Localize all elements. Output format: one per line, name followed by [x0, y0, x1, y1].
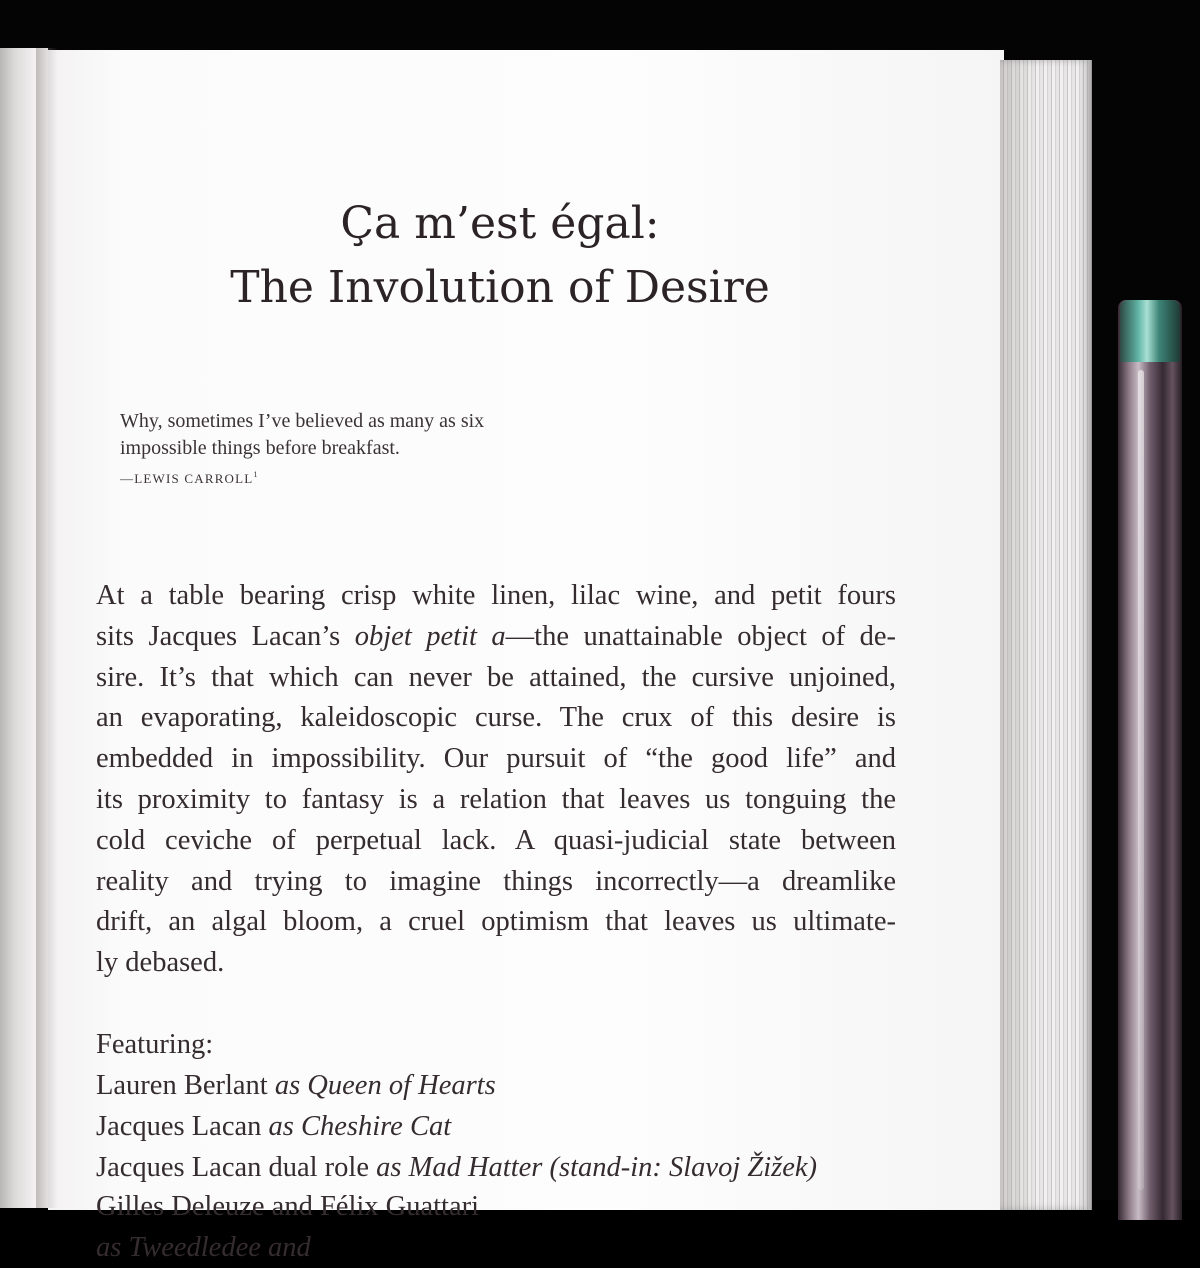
body-line: drift, an algal bloom, a cruel optimism that leaves us ultimate-	[96, 906, 896, 938]
cast-actor: Jacques Lacan dual role	[96, 1152, 377, 1183]
chapter-title-line-2: The Involution of Desire	[230, 262, 770, 313]
cast-role: as Tweedledee and	[96, 1232, 311, 1263]
cast-entry	[96, 1065, 916, 1106]
pen-cap	[1120, 300, 1180, 362]
cast-role: as Cheshire Cat	[268, 1111, 452, 1142]
cast-actor: Gilles Deleuze and Félix Guattari	[96, 1191, 480, 1222]
body-line: At a table bearing crisp white linen, lilac wine, and petit fours	[96, 580, 896, 611]
epigraph	[120, 408, 580, 490]
cast-role: as Mad Hatter (stand-in: Slavoj Žižek)	[376, 1152, 818, 1183]
pen-body	[1118, 300, 1182, 1220]
body-italic-run: objet petit a	[354, 620, 506, 652]
epigraph-line-1: Why, sometimes I’ve believed as many as six	[120, 410, 485, 432]
body-text-run: sits Jacques Lacan’s	[96, 620, 355, 652]
epigraph-attribution	[120, 464, 580, 490]
body-paragraph	[96, 576, 896, 984]
body-line: cold ceviche of perpetual lack. A quasi-judicial state between	[96, 824, 896, 856]
featuring-list	[96, 1024, 916, 1188]
body-text-run: —the unattainable object of de-	[505, 620, 896, 652]
body-line: sire. It’s that which can never be attained, the cursive unjoined,	[96, 661, 896, 693]
body-line: reality and trying to imagine things incorrectly—a dreamlike	[96, 865, 896, 897]
cast-actor: Jacques Lacan	[96, 1111, 269, 1142]
cast-entry	[96, 1106, 916, 1147]
cast-role: as Queen of Hearts	[274, 1070, 496, 1101]
footnote-reference: 1	[253, 470, 258, 479]
body-line: ly debased.	[96, 947, 225, 979]
cut-off-line	[96, 1186, 896, 1263]
body-line	[96, 617, 896, 658]
page-gutter-shadow	[36, 48, 58, 1208]
chapter-title	[120, 192, 880, 320]
attribution-text: —LEWIS CARROLL	[120, 471, 254, 486]
cast-entry	[96, 1147, 916, 1188]
body-line: its proximity to fantasy is a relation that leaves us tonguing the	[96, 783, 896, 815]
body-line: an evaporating, kaleidoscopic curse. The crux of this desire is	[96, 702, 896, 734]
chapter-title-line-1: Ça m’est égal:	[340, 198, 660, 249]
cast-actor: Lauren Berlant	[96, 1070, 275, 1101]
body-line: embedded in impossibility. Our pursuit of “the good life” and	[96, 743, 896, 775]
epigraph-line-2: impossible things before breakfast.	[120, 437, 400, 459]
page-edge-shadow	[1000, 60, 1036, 1210]
pen-highlight	[1138, 370, 1144, 1190]
cast-entry-partial	[96, 1186, 896, 1268]
featuring-heading: Featuring:	[96, 1029, 214, 1060]
